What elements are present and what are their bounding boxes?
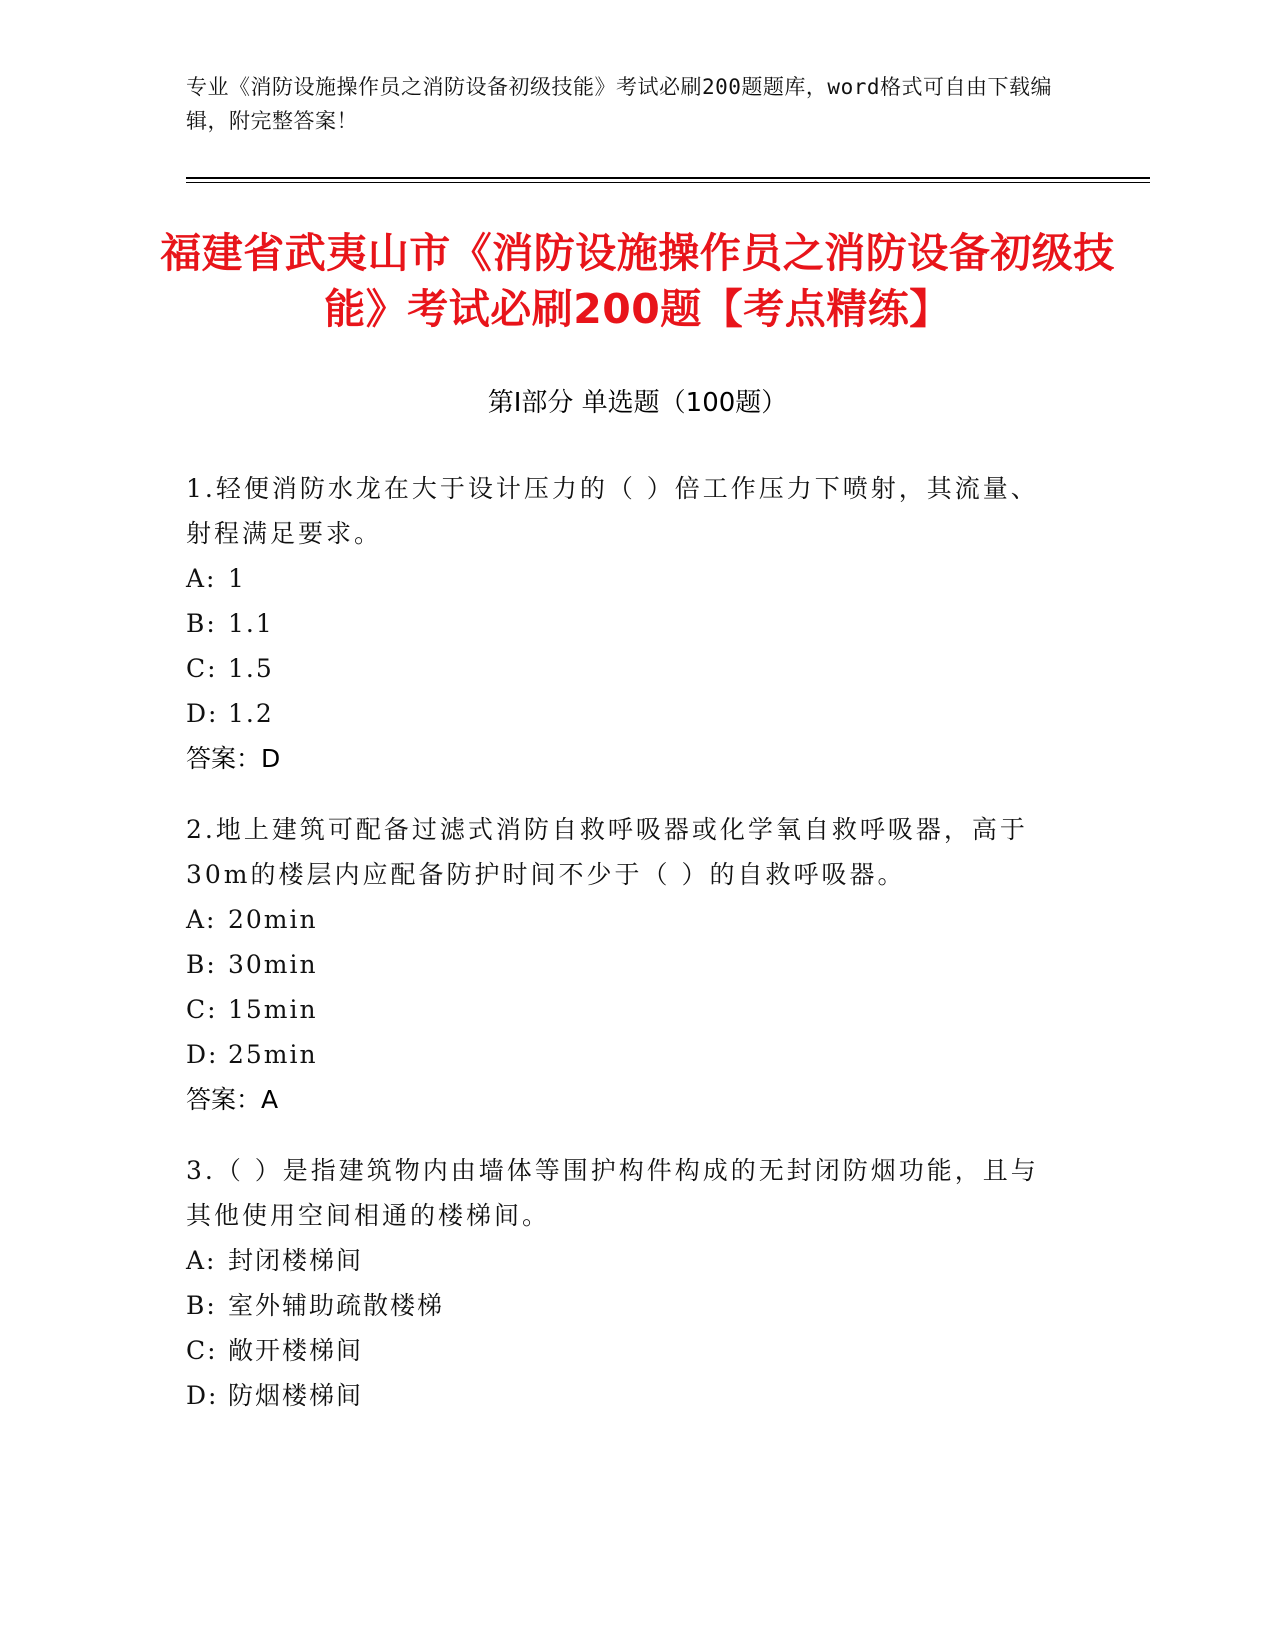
question-1: [186, 466, 1066, 781]
option-key: C:: [186, 1336, 218, 1365]
option-value: 室外辅助疏散楼梯: [228, 1291, 445, 1320]
option-value: 15min: [228, 995, 318, 1024]
question-text: 3.（ ）是指建筑物内由墙体等围护构件构成的无封闭防烟功能，且与其他使用空间相通的楼梯间。: [186, 1156, 1039, 1230]
question-2: [186, 807, 1066, 1122]
answer-line: 答案：D: [186, 744, 281, 773]
option-a: [186, 1238, 1066, 1283]
option-key: A:: [186, 905, 217, 934]
option-d: [186, 691, 1066, 736]
option-c: [186, 987, 1066, 1032]
question-text: 2.地上建筑可配备过滤式消防自救呼吸器或化学氧自救呼吸器，高于30m的楼层内应配备防护时间不少于（ ）的自救呼吸器。: [186, 815, 1028, 889]
option-value: 敞开楼梯间: [228, 1336, 364, 1365]
option-d: [186, 1373, 1066, 1418]
option-key: B:: [186, 609, 217, 638]
intro-text: 专业《消防设施操作员之消防设备初级技能》考试必刷200题题库，word格式可自由下载编辑，附完整答案！: [186, 75, 1052, 133]
option-value: 防烟楼梯间: [228, 1381, 364, 1410]
header-divider-thick: [186, 177, 1150, 179]
option-value: 30min: [228, 950, 318, 979]
document-title: 福建省武夷山市《消防设施操作员之消防设备初级技能》考试必刷200题【考点精练】: [160, 229, 1115, 333]
option-a: [186, 897, 1066, 942]
question-text: 1.轻便消防水龙在大于设计压力的（ ）倍工作压力下喷射，其流量、射程满足要求。: [186, 474, 1039, 548]
question-3: [186, 1148, 1066, 1418]
option-key: B:: [186, 950, 217, 979]
option-key: A:: [186, 1246, 217, 1275]
option-value: 1.5: [228, 654, 274, 683]
option-key: D:: [186, 699, 219, 728]
option-c: [186, 646, 1066, 691]
option-value: 1.1: [228, 609, 274, 638]
answer-line: 答案：A: [186, 1085, 279, 1114]
option-value: 封闭楼梯间: [228, 1246, 364, 1275]
option-key: C:: [186, 654, 218, 683]
option-b: [186, 1283, 1066, 1328]
option-key: D:: [186, 1040, 219, 1069]
option-key: C:: [186, 995, 218, 1024]
option-value: 20min: [228, 905, 318, 934]
question-list: [186, 466, 1066, 1444]
option-key: A:: [186, 564, 217, 593]
option-key: D:: [186, 1381, 219, 1410]
option-key: B:: [186, 1291, 217, 1320]
option-value: 25min: [228, 1040, 318, 1069]
option-value: 1: [228, 564, 246, 593]
option-c: [186, 1328, 1066, 1373]
section-heading: 第Ⅰ部分 单选题（100题）: [487, 388, 788, 418]
option-b: [186, 942, 1066, 987]
option-value: 1.2: [228, 699, 274, 728]
option-d: [186, 1032, 1066, 1077]
option-a: [186, 556, 1066, 601]
option-b: [186, 601, 1066, 646]
header-divider-thin: [186, 182, 1150, 183]
